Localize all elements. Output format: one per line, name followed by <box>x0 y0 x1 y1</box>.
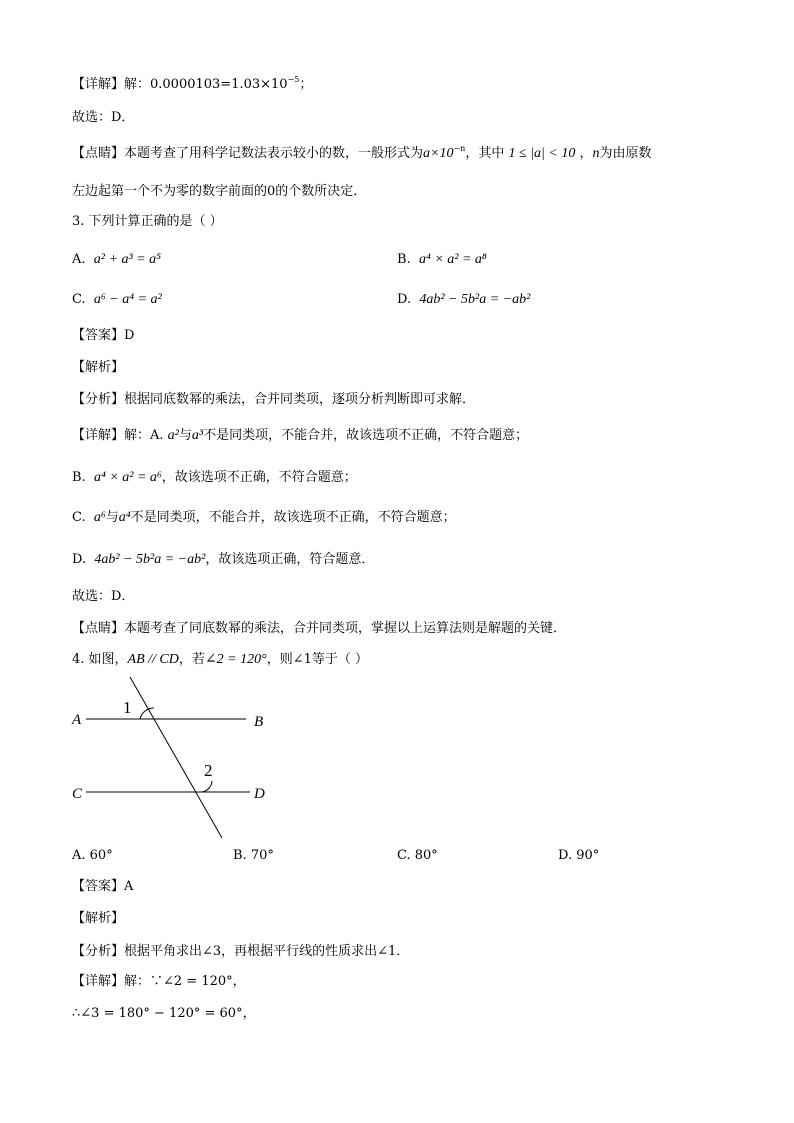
detail-text: 【详解】解：0.0000103=1.03×10 <box>72 77 288 92</box>
q3-choose: 故选：D． <box>72 589 135 604</box>
label-c: C <box>72 786 83 802</box>
expr: 4ab² − 5b²a = −ab² <box>94 552 206 567</box>
expr: a⁶ <box>93 510 106 525</box>
punct: ； <box>299 77 313 92</box>
option-expr: a⁴ × a² = a⁸ <box>418 252 487 267</box>
label-1: 1 <box>123 698 132 717</box>
expr: AB // CD <box>127 652 179 667</box>
text: ，故该选项不正确，不符合题意； <box>161 470 357 485</box>
text: B. <box>72 470 90 485</box>
q4-detail-2: ∴∠3 = 180° − 120° = 60°， <box>72 1006 256 1021</box>
text: 为由原数 <box>599 146 652 161</box>
expr: a⁴ <box>118 510 131 525</box>
expr: a³ <box>191 428 204 443</box>
q3-detail-b <box>72 468 357 488</box>
q3-option-d <box>397 290 530 310</box>
option-label: A. <box>72 252 86 267</box>
transversal <box>130 677 222 838</box>
q4-option-b: B. 70° <box>233 848 274 863</box>
text: ，其中 <box>465 146 505 161</box>
q3-detail-d <box>72 550 374 570</box>
label-b: B <box>254 714 264 730</box>
exponent: −n <box>453 144 466 153</box>
q4-option-a: A. 60° <box>72 848 113 863</box>
expr: a⁴ × a² = a⁶ <box>93 470 162 485</box>
text: 与 <box>178 428 192 443</box>
parallel-lines-figure <box>66 672 286 844</box>
text: D. <box>72 552 91 567</box>
dianjing-text: 【点睛】本题考查了用科学记数法表示较小的数，一般形式为 <box>72 146 424 161</box>
text: 与 <box>105 510 119 525</box>
label-a: A <box>72 712 82 728</box>
range-expr: 1 ≤ |a| < 10 <box>508 146 576 161</box>
var-n: n <box>592 146 600 161</box>
q3-jiexi: 【解析】 <box>72 360 125 375</box>
q4-detail-1: 【详解】解：∵∠2 = 120°， <box>72 974 246 989</box>
expr: a² <box>167 428 179 443</box>
text: 【详解】解：A. <box>72 428 168 443</box>
detail-line <box>72 75 312 95</box>
text: 不是同类项，不能合并，故该选项不正确，不符合题意； <box>203 428 529 443</box>
q3-option-a <box>72 250 161 270</box>
q3-detail-a <box>72 426 528 446</box>
text: ，故该选项正确，符合题意． <box>205 552 375 567</box>
q4-fenxi: 【分析】根据平角求出∠3，再根据平行线的性质求出∠1． <box>72 944 410 959</box>
option-label: C. <box>72 292 86 307</box>
text: 不是同类项，不能合并，故该选项不正确，不符合题意； <box>130 510 456 525</box>
q3-dianjing: 【点睛】本题考查了同底数幂的乘法，合并同类项，掌握以上运算法则是解题的关键． <box>72 621 567 636</box>
angle-2-arc <box>202 781 212 792</box>
dianjing-line-2: 左边起第一个不为零的数字前面的0的个数所决定． <box>72 184 367 199</box>
q4-answer: 【答案】A <box>72 879 134 894</box>
text: ，则∠1等于（ ） <box>266 652 368 667</box>
question-4-title <box>72 650 368 670</box>
text: ，若 <box>178 652 205 667</box>
q3-answer: 【答案】D <box>72 328 135 343</box>
q4-option-d: D. 90° <box>558 848 600 863</box>
text: 4. 如图， <box>72 652 128 667</box>
option-expr: a⁶ − a⁴ = a² <box>93 292 162 307</box>
q3-option-c <box>72 290 162 310</box>
sci-notation: a×10 <box>423 146 454 161</box>
q3-fenxi: 【分析】根据同底数幂的乘法，合并同类项，逐项分析判断即可求解． <box>72 392 476 407</box>
question-3-title: 3. 下列计算正确的是（ ） <box>72 214 223 229</box>
option-label: D. <box>397 292 412 307</box>
option-expr: a² + a³ = a⁵ <box>93 252 161 267</box>
q4-option-c: C. 80° <box>397 848 438 863</box>
choose-line: 故选：D． <box>72 110 135 125</box>
q4-jiexi: 【解析】 <box>72 911 125 926</box>
q3-detail-c <box>72 508 456 528</box>
angle-1-arc <box>140 708 154 719</box>
label-2: 2 <box>204 761 213 780</box>
exponent: −5 <box>287 75 300 84</box>
dianjing-line <box>72 144 651 164</box>
q3-option-b <box>397 250 487 270</box>
text: ， <box>579 146 593 161</box>
expr: ∠2 = 120° <box>204 652 267 667</box>
text: C. <box>72 510 90 525</box>
option-label: B. <box>397 252 411 267</box>
label-d: D <box>254 786 265 802</box>
option-expr: 4ab² − 5b²a = −ab² <box>419 292 531 307</box>
